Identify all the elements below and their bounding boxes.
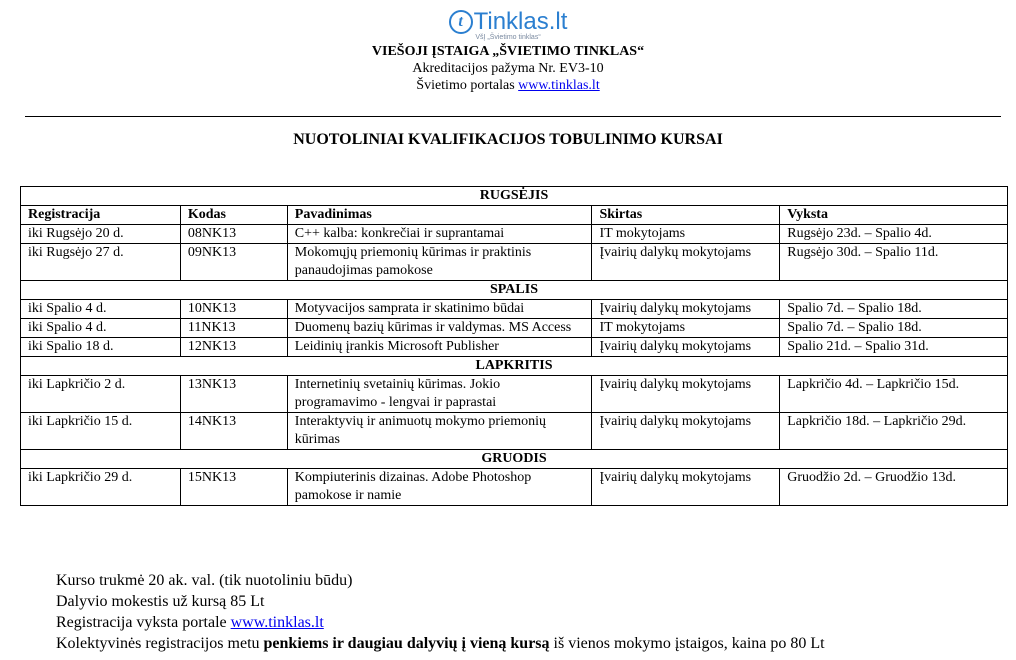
code-cell: 13NK13 (180, 376, 287, 413)
code-cell: 14NK13 (180, 413, 287, 450)
course-name-cell: C++ kalba: konkrečiai ir suprantamai (287, 225, 592, 244)
group-suffix: iš vienos mokymo įstaigos, kaina po 80 Lt (553, 635, 825, 652)
page-title: NUOTOLINIAI KVALIFIKACIJOS TOBULINIMO KURSAI (293, 131, 723, 148)
code-cell: 15NK13 (180, 469, 287, 506)
courses-table (20, 186, 1008, 506)
audience-cell: Įvairių dalykų mokytojams (592, 376, 780, 413)
header-divider (25, 116, 1001, 117)
portal-link[interactable]: www.tinklas.lt (518, 78, 600, 93)
dates-cell: Lapkričio 18d. – Lapkričio 29d. (780, 413, 1008, 450)
logo-tagline: VšĮ „Švietimo tinklas“ (475, 34, 541, 41)
registration-cell: iki Rugsėjo 27 d. (21, 244, 181, 281)
group-discount-line (56, 633, 825, 654)
month-heading: RUGSĖJIS (21, 187, 1008, 206)
audience-cell: Įvairių dalykų mokytojams (592, 413, 780, 450)
registration-cell: iki Spalio 4 d. (21, 300, 181, 319)
month-heading: LAPKRITIS (21, 357, 1008, 376)
registration-prefix: Registracija vyksta portale (56, 614, 227, 631)
course-info (56, 570, 825, 654)
course-name-cell: Motyvacijos samprata ir skatinimo būdai (287, 300, 592, 319)
code-cell: 09NK13 (180, 244, 287, 281)
month-row (21, 357, 1008, 376)
registration-cell: iki Rugsėjo 20 d. (21, 225, 181, 244)
course-name-cell: Leidinių įrankis Microsoft Publisher (287, 338, 592, 357)
course-name-cell: Mokomųjų priemonių kūrimas ir praktinis panaudojimas pamokose (287, 244, 592, 281)
dates-cell: Gruodžio 2d. – Gruodžio 13d. (780, 469, 1008, 506)
month-heading: SPALIS (21, 281, 1008, 300)
letterhead (0, 8, 1016, 94)
course-name-cell: Duomenų bazių kūrimas ir valdymas. MS Access (287, 319, 592, 338)
code-cell: 11NK13 (180, 319, 287, 338)
column-header: Kodas (180, 206, 287, 225)
course-name-cell: Internetinių svetainių kūrimas. Jokio programavimo - lengvai ir paprastai (287, 376, 592, 413)
fee-text: Dalyvio mokestis už kursą 85 Lt (56, 593, 265, 610)
month-heading: GRUODIS (21, 450, 1008, 469)
accreditation-line: Akreditacijos pažyma Nr. EV3-10 (412, 61, 604, 76)
registration-link[interactable]: www.tinklas.lt (230, 614, 324, 631)
code-cell: 10NK13 (180, 300, 287, 319)
group-prefix: Kolektyvinės registracijos metu (56, 635, 260, 652)
table-row (21, 244, 1008, 281)
code-cell: 12NK13 (180, 338, 287, 357)
portal-line (0, 77, 1016, 94)
logo-text: Tinklas.lt (473, 8, 568, 35)
duration-text: Kurso trukmė 20 ak. val. (tik nuotoliniu būdu) (56, 572, 353, 589)
table-row (21, 469, 1008, 506)
dates-cell: Rugsėjo 23d. – Spalio 4d. (780, 225, 1008, 244)
registration-cell: iki Spalio 4 d. (21, 319, 181, 338)
code-cell: 08NK13 (180, 225, 287, 244)
audience-cell: Įvairių dalykų mokytojams (592, 338, 780, 357)
table-row (21, 376, 1008, 413)
dates-cell: Spalio 7d. – Spalio 18d. (780, 300, 1008, 319)
column-header: Pavadinimas (287, 206, 592, 225)
dates-cell: Spalio 7d. – Spalio 18d. (780, 319, 1008, 338)
portal-prefix: Švietimo portalas (416, 78, 515, 93)
registration-cell: iki Lapkričio 29 d. (21, 469, 181, 506)
tinklas-logo[interactable] (0, 8, 1016, 36)
month-row (21, 281, 1008, 300)
registration-line (56, 612, 825, 633)
audience-cell: Įvairių dalykų mokytojams (592, 244, 780, 281)
dates-cell: Rugsėjo 30d. – Spalio 11d. (780, 244, 1008, 281)
column-header: Vyksta (780, 206, 1008, 225)
month-row (21, 450, 1008, 469)
table-row (21, 225, 1008, 244)
table-row (21, 319, 1008, 338)
audience-cell: Įvairių dalykų mokytojams (592, 469, 780, 506)
audience-cell: IT mokytojams (592, 225, 780, 244)
audience-cell: Įvairių dalykų mokytojams (592, 300, 780, 319)
month-row (21, 187, 1008, 206)
table-row (21, 413, 1008, 450)
group-bold-text: penkiems ir daugiau dalyvių į vieną kursą (263, 635, 550, 652)
dates-cell: Spalio 21d. – Spalio 31d. (780, 338, 1008, 357)
column-header: Skirtas (592, 206, 780, 225)
dates-cell: Lapkričio 4d. – Lapkričio 15d. (780, 376, 1008, 413)
registration-cell: iki Lapkričio 2 d. (21, 376, 181, 413)
course-name-cell: Kompiuterinis dizainas. Adobe Photoshop pamokose ir namie (287, 469, 592, 506)
column-header: Registracija (21, 206, 181, 225)
table-row (21, 338, 1008, 357)
registration-cell: iki Spalio 18 d. (21, 338, 181, 357)
logo-t-icon: t (449, 10, 473, 34)
course-name-cell: Interaktyvių ir animuotų mokymo priemonių kūrimas (287, 413, 592, 450)
table-row (21, 300, 1008, 319)
organization-name: VIEŠOJI ĮSTAIGA „ŠVIETIMO TINKLAS“ (371, 44, 645, 59)
table-header-row (21, 206, 1008, 225)
registration-cell: iki Lapkričio 15 d. (21, 413, 181, 450)
audience-cell: IT mokytojams (592, 319, 780, 338)
